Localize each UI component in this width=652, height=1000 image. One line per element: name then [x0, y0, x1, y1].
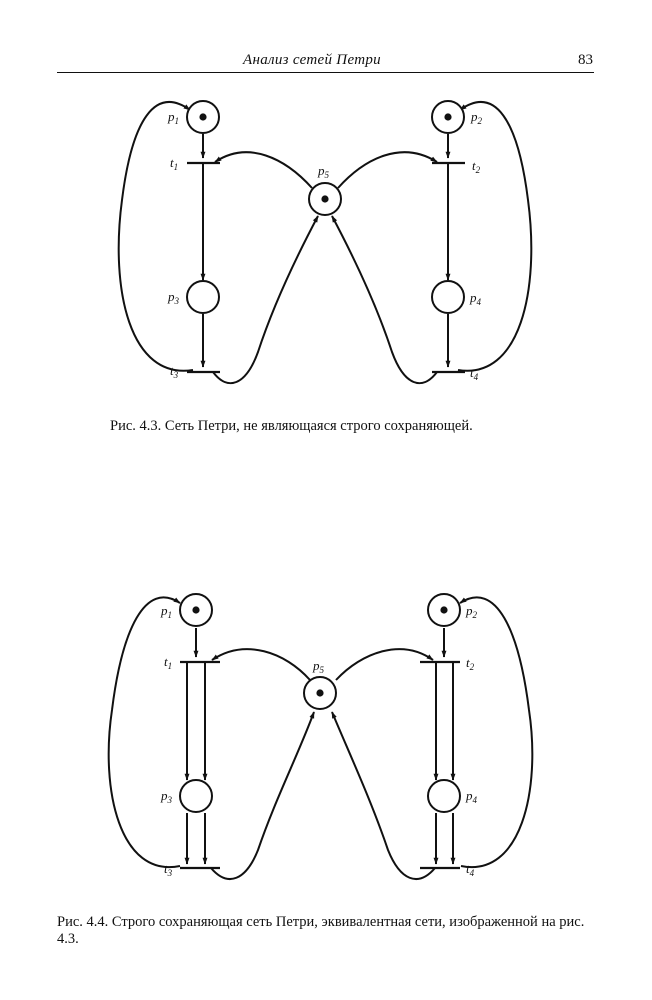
transition-label: $t_2$: [466, 655, 475, 672]
transition-label: $t_2$: [472, 158, 481, 175]
place-label: $p_4$: [470, 290, 481, 307]
page-number: 83: [578, 52, 593, 68]
place-label: $p_3$: [168, 289, 179, 306]
transition-label: $t_3$: [164, 861, 173, 878]
running-title: Анализ сетей Петри: [243, 52, 381, 68]
transition-label: $t_4$: [470, 365, 479, 382]
place-label: $p_5$: [313, 658, 324, 675]
transition-label: $t_1$: [164, 654, 173, 671]
figure-4-4-diagram: [0, 560, 652, 910]
transition-label: $t_1$: [170, 155, 179, 172]
place-label: $p_5$: [318, 163, 329, 180]
transition-label: $t_4$: [466, 861, 475, 878]
place-label: $p_1$: [168, 109, 179, 126]
place-label: $p_3$: [161, 788, 172, 805]
place-label: $p_4$: [466, 788, 477, 805]
transition-label: $t_3$: [170, 363, 179, 380]
place-label: $p_2$: [471, 109, 482, 126]
figure-4-3-diagram: [0, 0, 652, 400]
figure-4-3-caption: Рис. 4.3. Сеть Петри, не являющаяся строго сохраняющей.: [110, 418, 473, 434]
place-label: $p_1$: [161, 603, 172, 620]
figure-4-4-caption: Рис. 4.4. Строго сохраняющая сеть Петри, эквивалентная сети, изображенной на рис. 4.3.: [57, 914, 585, 947]
place-label: $p_2$: [466, 603, 477, 620]
